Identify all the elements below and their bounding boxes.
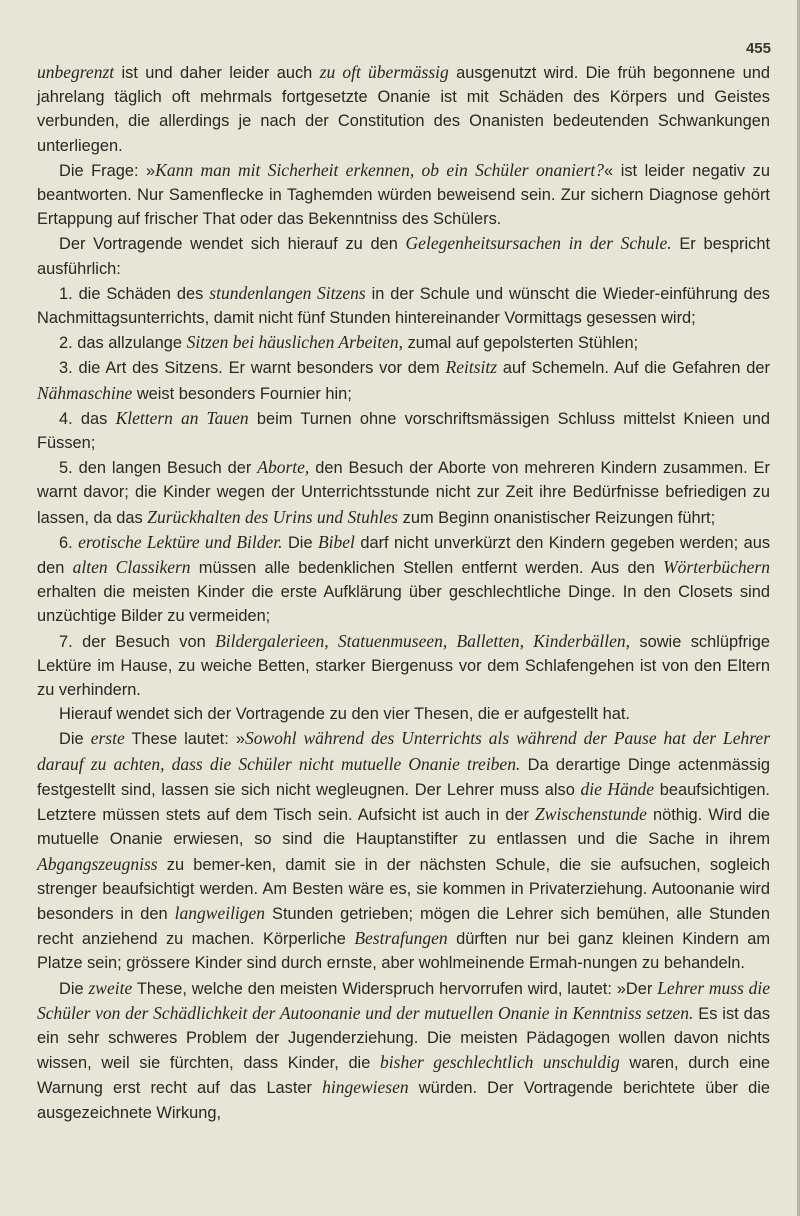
emphasis-text: Zurückhalten des Urins und Stuhles <box>147 506 399 527</box>
emphasis-text: Nähmaschine <box>37 382 133 403</box>
text-run: 2. das allzulange <box>59 334 187 353</box>
emphasis-text: Zwischenstunde <box>535 804 647 825</box>
emphasis-text: Lehrer muss die Schüler von der Schädlichkeit der Autoonanie und der mutuellen Onanie in Kenntniss setzen. <box>37 977 770 1023</box>
paragraph <box>37 158 770 232</box>
paragraph <box>37 629 770 703</box>
emphasis-text: erotische Lektüre und Bilder. <box>78 531 283 552</box>
text-run: erhalten die meisten Kinder die erste Aufklärung über geschlechtliche Dinge. In den Closets sind unzüchtige Bilder zu vermeiden; <box>37 583 770 626</box>
paragraph <box>37 281 770 330</box>
paragraph <box>37 330 770 355</box>
text-run: zumal auf gepolsterten Stühlen; <box>403 334 639 353</box>
body-text <box>37 60 770 1125</box>
text-run: zu bemer-ken, damit sie in der nächsten Schule, die sie aufsuchen, sogleich strenger beaufsichtigt werden. Am Besten wäre es, sie kommen in Privaterziehung. Autoonanie wird besonders in den <box>37 855 770 923</box>
text-run: Hierauf wendet sich der Vortragende zu den vier Thesen, die er aufgestellt hat. <box>59 705 630 724</box>
text-run: beim Turnen ohne vorschriftsmässigen Schluss mittelst Knieen und Füssen; <box>37 409 770 453</box>
emphasis-text: erste <box>90 728 125 749</box>
emphasis-text: Sitzen bei häuslichen Arbeiten, <box>186 332 404 353</box>
page-number: 455 <box>745 40 771 57</box>
paragraph <box>37 355 770 405</box>
paragraph <box>37 406 770 455</box>
emphasis-text: Bibel <box>317 531 355 552</box>
text-run: 4. das <box>59 409 116 428</box>
text-run: 5. den langen Besuch der <box>59 459 258 478</box>
text-run: würden. Der Vortragende berichtete über die ausgezeichnete Wirkung, <box>37 1079 770 1122</box>
emphasis-text: Sowohl während des Unterrichts als während der Pause hat der Lehrer darauf zu achten, dass die Schüler nicht mutuelle Onanie treiben. <box>37 728 770 774</box>
paragraph <box>37 976 770 1125</box>
text-run: Der Vortragende wendet sich hierauf zu den <box>59 235 406 254</box>
emphasis-text: Bildergalerieen, Statuenmuseen, Balletten, Kinderbällen, <box>215 630 630 651</box>
text-run: ausgenutzt wird. Die früh begonnene und jahrelang täglich oft mehrmals fortgesetzte Onanie ist mit Schäden des Körpers und Geistes verbunden, die allerdings je nach der Constitution des Onanisten bedeutenden Schwankungen unterliegen. <box>37 64 771 155</box>
emphasis-text: Wörterbüchern <box>663 557 770 578</box>
text-run: 1. die Schäden des <box>59 284 210 303</box>
text-run: zum Beginn onanistischer Reizungen führt; <box>398 508 716 527</box>
text-run: dürften nur bei ganz kleinen Kindern am Platze sein; grössere Kinder sind durch ernste, aber wohlmeinende Ermah-nungen zu behandeln. <box>37 930 771 973</box>
text-run: ist und daher leider auch <box>114 64 320 82</box>
text-run: sowie schlüpfrige Lektüre im Hause, zu weiche Betten, starker Biergenuss vor dem Schlafengehen ist von den Eltern zu verhindern. <box>37 632 770 700</box>
text-run: Stunden getrieben; mögen die Lehrer sich bemühen, alle Stunden recht anziehend zu machen. Körperliche <box>37 904 771 949</box>
emphasis-text: Aborte, <box>257 457 310 478</box>
text-run: in der Schule und wünscht die Wieder-einführung des Nachmittagsunterrichts, damit nicht fünf Stunden hintereinander Vormittags gesessen wird; <box>37 284 771 328</box>
text-run: weist besonders Fournier hin; <box>132 384 352 403</box>
emphasis-text: zu oft übermässig <box>319 62 449 82</box>
emphasis-text: Klettern an Tauen <box>115 407 249 428</box>
text-run: Da derartige Dinge actenmässig festgestellt sind, lassen sie sich nicht wegleugnen. Der Lehrer muss also <box>37 755 770 799</box>
paragraph <box>37 726 770 975</box>
text-run: Es ist das ein sehr schweres Problem der Jugenderziehung. Die meisten Pädagogen wollen davon nichts wissen, weil sie fürchten, dass Kinder, die <box>37 1004 771 1073</box>
emphasis-text: Abgangszeugniss <box>37 853 158 874</box>
emphasis-text: stundenlangen Sitzens <box>209 282 366 303</box>
paragraph <box>37 60 770 158</box>
text-run: auf Schemeln. Auf die Gefahren der <box>497 359 770 378</box>
text-run: den Besuch der Aborte von mehreren Kindern zusammen. Er warnt davor; die Kinder wegen der Unterrichtsstunde nicht zur Zeit ihre Bedürfnisse befriedigen zu lassen, da das <box>37 459 770 527</box>
emphasis-text: alten Classikern <box>72 557 191 578</box>
paragraph <box>37 455 770 530</box>
text-run: nöthig. Wird die mutuelle Onanie erwiesen, so sind die Hauptanstifter zu entlassen und die Sache in ihrem <box>37 806 771 849</box>
emphasis-text: Reitsitz <box>445 357 498 378</box>
text-run: 3. die Art des Sitzens. Er warnt besonders vor dem <box>59 359 446 378</box>
emphasis-text: unbegrenzt <box>37 62 115 82</box>
text-run: darf nicht unverkürzt den Kindern gegeben werden; aus den <box>37 533 771 578</box>
emphasis-text: zweite <box>88 977 133 998</box>
emphasis-text: bisher geschlechtlich unschuldig <box>380 1052 620 1073</box>
emphasis-text: Bestrafungen <box>354 928 448 949</box>
emphasis-text: Kann man mit Sicherheit erkennen, ob ein Schüler onaniert? <box>155 159 605 180</box>
text-run: 7. der Besuch von <box>59 632 216 651</box>
paragraph <box>37 530 770 629</box>
paragraph <box>37 231 770 280</box>
emphasis-text: Gelegenheitsursachen in der Schule. <box>405 233 672 254</box>
text-run: Die <box>59 730 91 749</box>
emphasis-text: langweiligen <box>174 902 266 923</box>
text-run: Er bespricht ausführlich: <box>37 235 770 278</box>
text-run: beaufsichtigen. Letztere müssen stets auf dem Tisch sein. Aufsicht ist auch in der <box>37 780 770 825</box>
text-run: Die <box>59 979 89 998</box>
text-run: Die Frage: » <box>59 161 156 180</box>
text-run: These lautet: » <box>124 730 245 749</box>
text-run: Die <box>282 533 318 552</box>
emphasis-text: hingewiesen <box>322 1077 409 1098</box>
text-run: 6. <box>59 533 79 552</box>
text-run: « ist leider negativ zu beantworten. Nur Samenflecke in Taghemden würden beweisend sein. Zur sichern Diagnose gehört Ertappung auf frischer That oder das Bekenntniss des Schülers. <box>37 161 770 229</box>
text-run: waren, durch eine Warnung erst recht auf das Laster <box>37 1054 770 1098</box>
paragraph <box>37 702 770 726</box>
emphasis-text: die Hände <box>580 778 655 799</box>
text-run: müssen alle bedenklichen Stellen entfernt werden. Aus den <box>190 559 664 578</box>
text-run: These, welche den meisten Widerspruch hervorrufen wird, lautet: »Der <box>132 979 658 998</box>
